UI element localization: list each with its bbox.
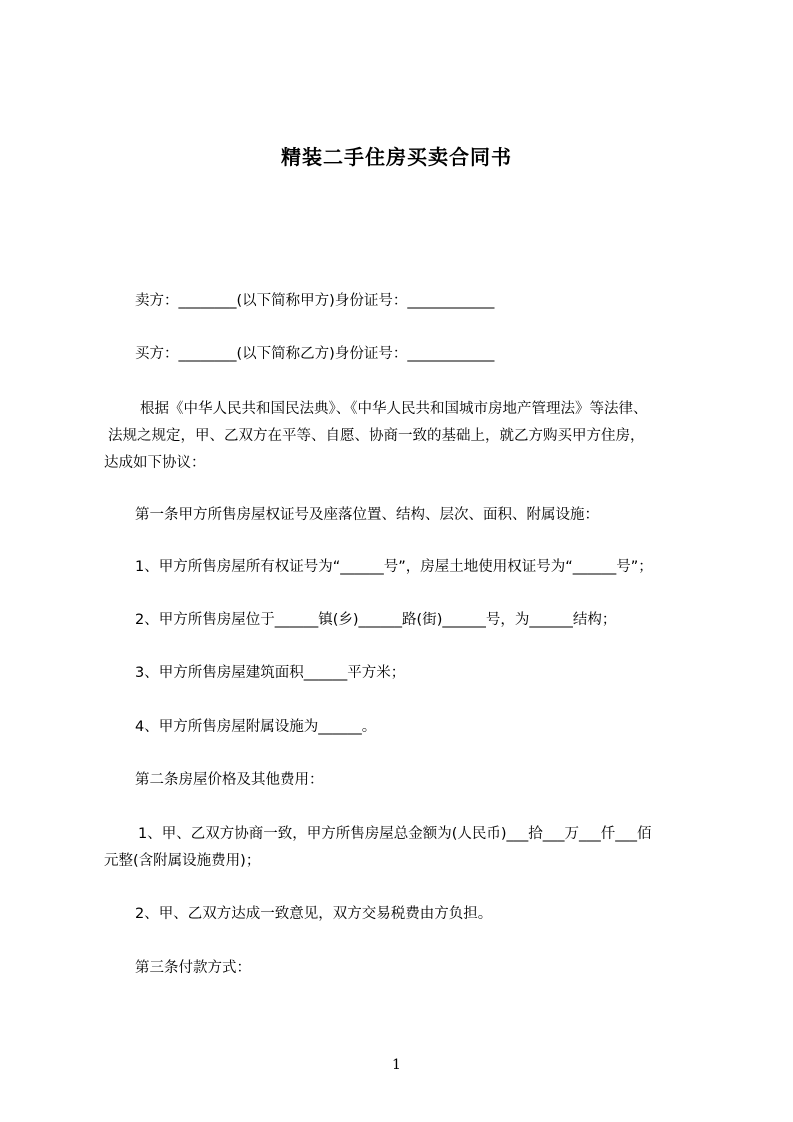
buyer-line: 买方：________(以下简称乙方)身份证号：____________ — [135, 346, 495, 362]
article3-heading: 第三条付款方式： — [135, 960, 251, 976]
preamble-line-1: 根据《中华人民共和国民法典》、《中华人民共和国城市房地产管理法》等法律、 — [140, 401, 648, 417]
article2-item1-line-1: 1、甲、乙双方协商一致，甲方所售房屋总金额为(人民币)___拾___万___仟___佰 — [138, 826, 652, 842]
document-title: 精装二手住房买卖合同书 — [281, 145, 512, 169]
article1-item-3: 3、甲方所售房屋建筑面积______平方米； — [135, 665, 406, 681]
article2-heading: 第二条房屋价格及其他费用： — [135, 772, 324, 788]
article1-item-1: 1、甲方所售房屋所有权证号为“______号”，房屋土地使用权证号为“______号”； — [135, 559, 653, 575]
article2-item2: 2、甲、乙双方达成一致意见，双方交易税费由方负担。 — [135, 906, 493, 922]
article1-item-2: 2、甲方所售房屋位于______镇(乡)______路(街)______号，为______结构； — [135, 612, 617, 628]
preamble-line-3: 达成如下协议： — [104, 455, 206, 471]
article1-item-4: 4、甲方所售房屋附属设施为______。 — [135, 719, 377, 735]
article2-item1-line-2: 元整(含附属设施费用)； — [104, 853, 261, 869]
preamble-line-2: 法规之规定，甲、乙双方在平等、自愿、协商一致的基础上，就乙方购买甲方住房， — [108, 428, 645, 444]
seller-line: 卖方：________(以下简称甲方)身份证号：____________ — [135, 293, 495, 309]
page-number: 1 — [392, 1057, 401, 1073]
article1-heading: 第一条甲方所售房屋权证号及座落位置、结构、层次、面积、附属设施： — [135, 507, 599, 523]
